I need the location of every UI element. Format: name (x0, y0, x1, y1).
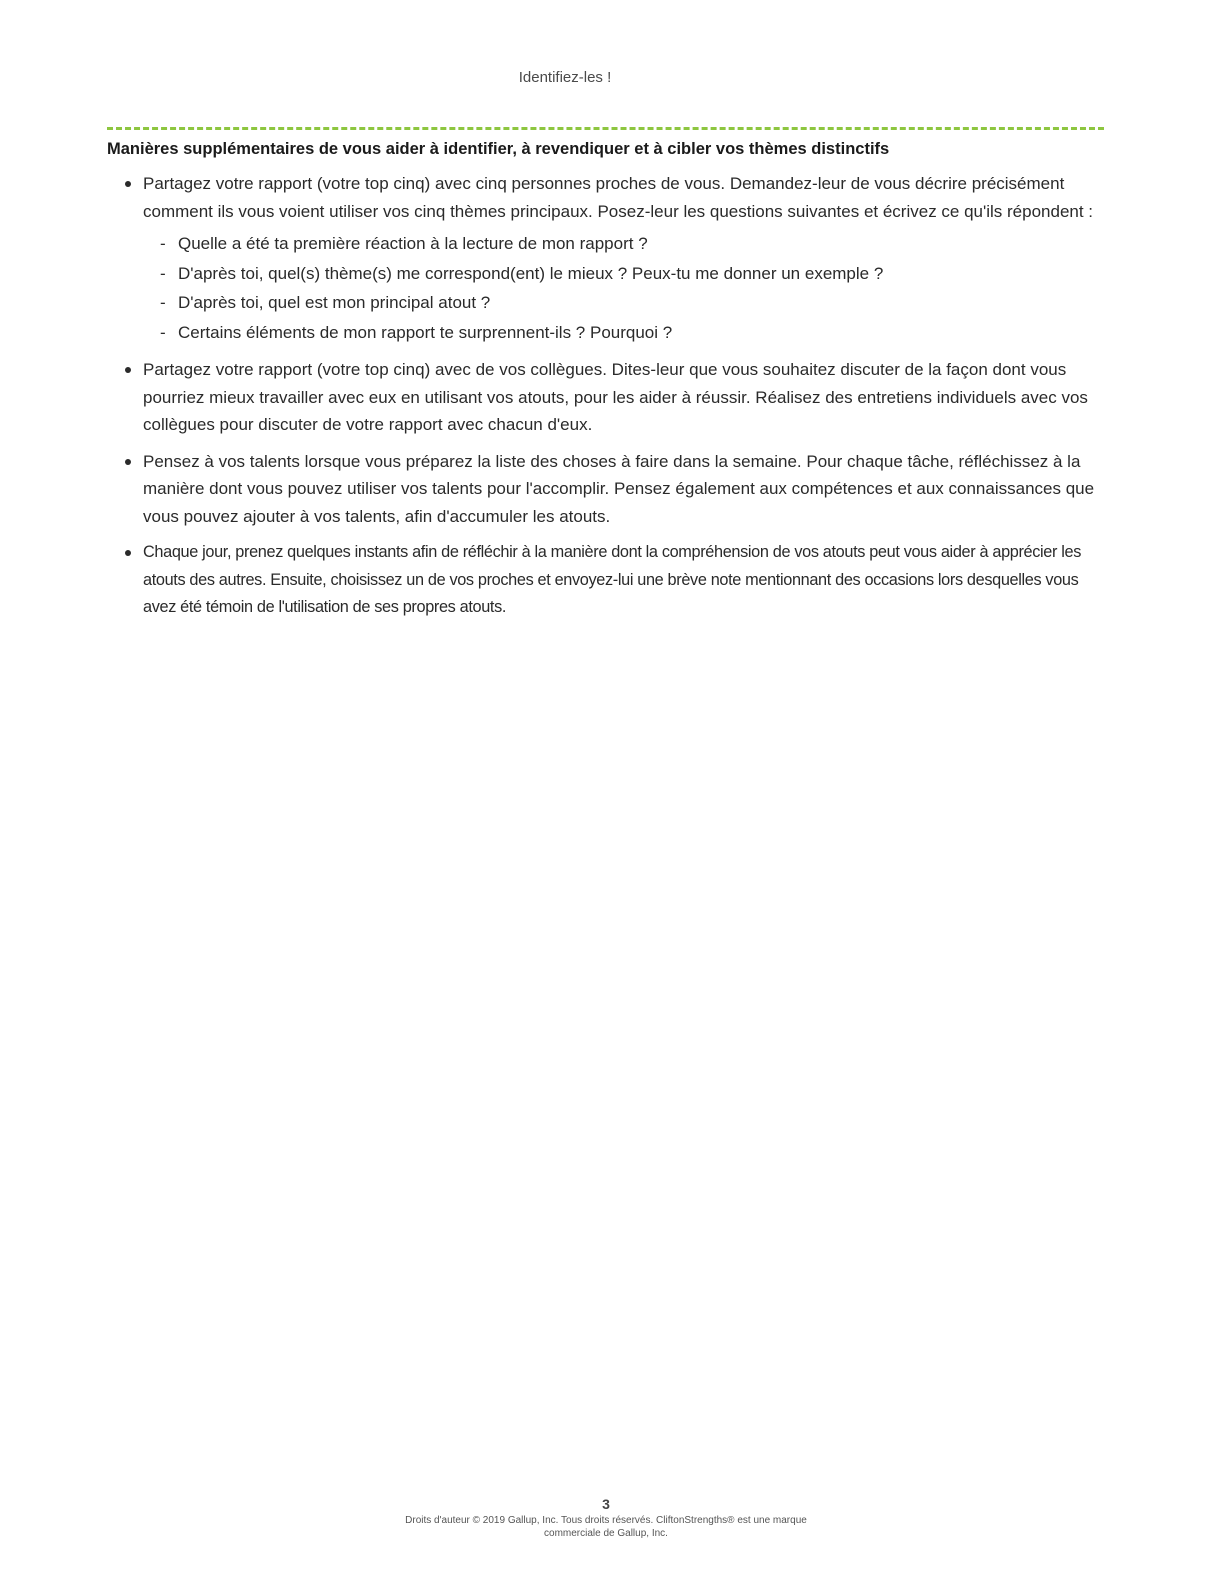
dash-icon: - (160, 293, 166, 312)
list-item-text: Partagez votre rapport (votre top cinq) avec de vos collègues. Dites-leur que vous souhaitez discuter de la façon dont vous pourriez mieux travailler avec eux en utilisant vos atouts, pour les aider à réussir. Réalisez des entretiens individuels avec vos collègues pour discuter de votre rapport avec chacun d'eux. (143, 360, 1088, 434)
list-item (107, 448, 1107, 531)
dash-icon: - (160, 234, 166, 253)
sub-list-item-text: Certains éléments de mon rapport te surprennent-ils ? Pourquoi ? (178, 322, 673, 342)
list-item (107, 539, 1107, 622)
bullet-icon (125, 550, 131, 556)
page-header-title: Identifiez-les ! (518, 69, 612, 86)
sub-list-item (143, 318, 1107, 348)
section-title: Manières supplémentaires de vous aider à identifier, à revendiquer et à cibler vos thèmes distinctifs (107, 140, 890, 158)
copyright-notice: Droits d'auteur © 2019 Gallup, Inc. Tous droits réservés. CliftonStrengths® est une marque commerciale de Gallup, Inc. (405, 1515, 807, 1539)
sub-list-item-text: D'après toi, quel(s) thème(s) me correspond(ent) le mieux ? Peux-tu me donner un exemple ? (178, 263, 884, 283)
dash-icon: - (160, 263, 166, 283)
bullet-icon (125, 459, 131, 465)
bullet-icon (125, 367, 131, 373)
sub-list-item-text: Quelle a été ta première réaction à la lecture de mon rapport ? (178, 234, 648, 253)
list-item-text: Chaque jour, prenez quelques instants afin de réfléchir à la manière dont la compréhension de vos atouts peut vous aider à apprécier les atouts des autres. Ensuite, choisissez un de vos proches et envoyez-lui une brève note mentionnant des occasions lors desquelles vous avez été témoin de l'utilisation de ses propres atouts. (143, 543, 1082, 616)
sub-list-item (143, 259, 1107, 289)
list-item (107, 170, 1107, 347)
dash-icon: - (160, 322, 166, 342)
sub-list (143, 229, 1107, 347)
sub-list-item (143, 229, 1107, 259)
sub-list-item-text: D'après toi, quel est mon principal atout ? (178, 293, 491, 312)
list-item (107, 356, 1107, 439)
page-footer (0, 1494, 1212, 1540)
bullet-list (107, 170, 1107, 622)
sub-list-item (143, 288, 1107, 318)
bullet-icon (125, 181, 131, 187)
dashed-divider (107, 127, 1104, 130)
list-item-text: Partagez votre rapport (votre top cinq) avec cinq personnes proches de vous. Demandez-leur de vous décrire précisément comment ils vous voient utiliser vos cinq thèmes principaux. Posez-leur les questions suivantes et écrivez ce qu'ils répondent : (143, 174, 1094, 221)
page-number: 3 (602, 1496, 610, 1512)
list-item-text: Pensez à vos talents lorsque vous préparez la liste des choses à faire dans la semaine. Pour chaque tâche, réfléchissez à la manière dont vous pouvez utiliser vos talents pour l'accomplir. Pensez également aux compétences et aux connaissances que vous pouvez ajouter à vos talents, afin d'accumuler les atouts. (143, 451, 1095, 526)
content-section (107, 138, 1107, 631)
